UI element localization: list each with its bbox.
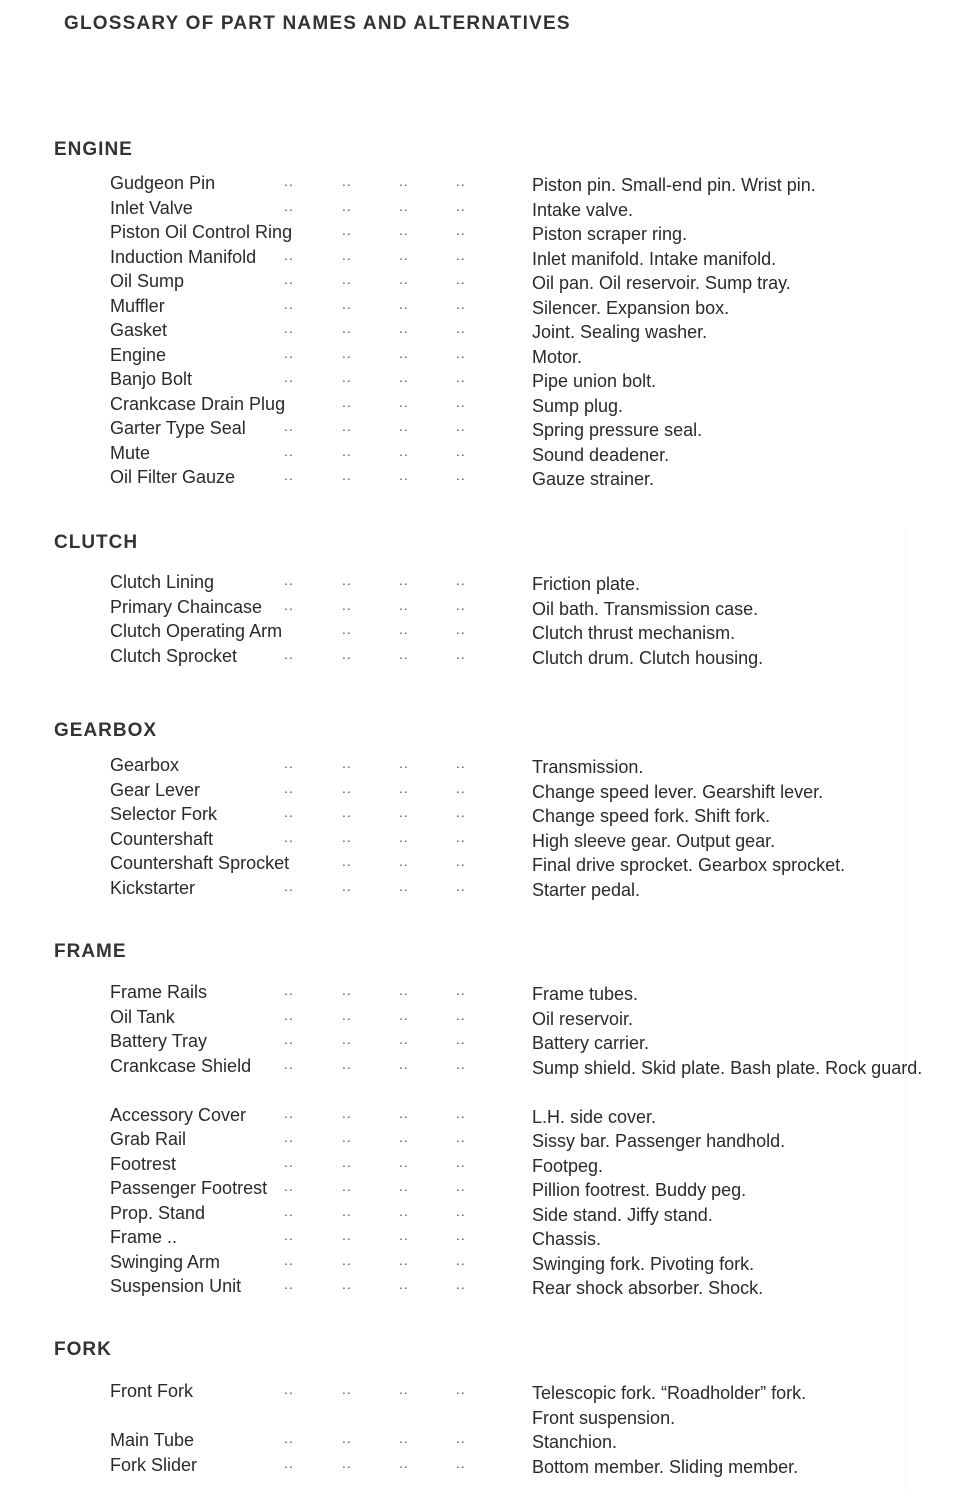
part-name: Gasket bbox=[110, 320, 168, 340]
dot-leader: .. bbox=[342, 222, 352, 238]
dot-leader: .. bbox=[342, 1055, 352, 1072]
dot-leader: .. bbox=[342, 173, 352, 189]
dot-leader: .. bbox=[456, 982, 466, 998]
dot-leader: .. bbox=[456, 877, 466, 894]
part-name: Engine bbox=[110, 344, 167, 365]
dot-leader: .. bbox=[284, 295, 294, 312]
alternative-names: Friction plate. bbox=[532, 574, 641, 594]
dot-leader: .. bbox=[399, 1454, 409, 1471]
section-heading-frame: FRAME bbox=[54, 941, 127, 962]
dot-leader: .. bbox=[456, 344, 466, 361]
part-name: Suspension Unit bbox=[110, 1276, 242, 1296]
dot-leader: .. bbox=[284, 1104, 294, 1121]
part-name: Battery Tray bbox=[110, 1031, 208, 1051]
part-name: Oil Filter Gauze bbox=[110, 467, 236, 487]
dot-leader: .. bbox=[399, 1178, 409, 1194]
dot-leader: .. bbox=[342, 1251, 352, 1268]
dot-leader: .. bbox=[342, 1178, 352, 1194]
dot-leader: .. bbox=[399, 779, 409, 796]
dot-leader: .. bbox=[284, 197, 294, 214]
part-name: Inlet Valve bbox=[110, 197, 193, 218]
glossary-entry bbox=[0, 1178, 966, 1202]
glossary-entry bbox=[0, 829, 966, 853]
glossary-entry bbox=[0, 394, 966, 418]
dot-leader: .. bbox=[399, 222, 409, 238]
dot-leader: .. bbox=[342, 1381, 352, 1397]
glossary-entry bbox=[0, 1129, 966, 1153]
dot-leader: .. bbox=[284, 1006, 294, 1023]
dot-leader: .. bbox=[284, 1153, 294, 1170]
dot-leader: .. bbox=[399, 1202, 409, 1219]
dot-leader: .. bbox=[342, 1006, 352, 1023]
dot-leader: .. bbox=[284, 1202, 294, 1219]
dot-leader: .. bbox=[284, 1031, 294, 1047]
glossary-entry bbox=[0, 1455, 966, 1479]
glossary-entry bbox=[0, 597, 966, 621]
dot-leader: .. bbox=[399, 1129, 409, 1145]
part-name: Main Tube bbox=[110, 1430, 195, 1450]
dot-leader: .. bbox=[284, 1055, 294, 1072]
alternative-names: Piston scraper ring. bbox=[532, 224, 688, 244]
dot-leader: .. bbox=[284, 804, 294, 820]
dot-leader: .. bbox=[342, 393, 352, 410]
dot-leader: .. bbox=[399, 1381, 409, 1397]
dot-leader: .. bbox=[399, 1276, 409, 1292]
dot-leader: .. bbox=[284, 596, 294, 613]
dot-leader: .. bbox=[284, 1454, 294, 1471]
dot-leader: .. bbox=[399, 755, 409, 771]
dot-leader: .. bbox=[399, 1251, 409, 1268]
part-name: Footrest bbox=[110, 1153, 177, 1174]
dot-leader: .. bbox=[456, 755, 466, 771]
part-name: Primary Chaincase bbox=[110, 596, 263, 617]
dot-leader: .. bbox=[456, 418, 466, 434]
dot-leader: .. bbox=[284, 1178, 294, 1194]
dot-leader: .. bbox=[284, 1251, 294, 1268]
dot-leader: .. bbox=[399, 1104, 409, 1121]
dot-leader: .. bbox=[399, 344, 409, 361]
glossary-entry bbox=[0, 320, 966, 344]
dot-leader: .. bbox=[342, 755, 352, 771]
dot-leader: .. bbox=[284, 982, 294, 998]
dot-leader: .. bbox=[399, 393, 409, 410]
glossary-entry bbox=[0, 780, 966, 804]
alternative-names: Joint. Sealing washer. bbox=[532, 322, 708, 342]
dot-leader: .. bbox=[342, 295, 352, 312]
glossary-entry bbox=[0, 418, 966, 442]
alternative-names: Gauze strainer. bbox=[532, 469, 655, 489]
dot-leader: .. bbox=[342, 1276, 352, 1292]
dot-leader: .. bbox=[456, 1178, 466, 1194]
dot-leader: .. bbox=[284, 344, 294, 361]
dot-leader: .. bbox=[342, 1031, 352, 1047]
alternative-names: Sump plug. bbox=[532, 395, 624, 416]
dot-leader: .. bbox=[399, 1055, 409, 1072]
glossary-entry bbox=[0, 755, 966, 779]
section-heading-clutch: CLUTCH bbox=[54, 532, 139, 553]
part-name: Fork Slider bbox=[110, 1454, 198, 1475]
glossary-entry bbox=[0, 1430, 966, 1454]
dot-leader: .. bbox=[456, 246, 466, 263]
dot-leader: .. bbox=[399, 467, 409, 483]
part-name: Piston Oil Control Ring bbox=[110, 222, 293, 242]
part-name: Gearbox bbox=[110, 755, 180, 775]
part-name: Passenger Footrest bbox=[110, 1178, 268, 1198]
dot-leader: .. bbox=[456, 596, 466, 613]
alternative-names: Battery carrier. bbox=[532, 1033, 650, 1053]
section-heading-gearbox: GEARBOX bbox=[54, 720, 158, 741]
section-heading-engine: ENGINE bbox=[54, 139, 133, 160]
glossary-entry bbox=[0, 621, 966, 645]
dot-leader: .. bbox=[456, 1153, 466, 1170]
part-name: Clutch Sprocket bbox=[110, 645, 238, 666]
glossary-entry bbox=[0, 1276, 966, 1300]
dot-leader: .. bbox=[342, 442, 352, 459]
glossary-entry bbox=[0, 1252, 966, 1276]
glossary-entry bbox=[0, 345, 966, 369]
dot-leader: .. bbox=[456, 1055, 466, 1072]
dot-leader: .. bbox=[456, 853, 466, 869]
alternative-names: Silencer. Expansion box. bbox=[532, 297, 730, 318]
part-name: Grab Rail bbox=[110, 1129, 187, 1149]
dot-leader: .. bbox=[456, 1227, 466, 1243]
dot-leader: .. bbox=[456, 1202, 466, 1219]
dot-leader: .. bbox=[284, 779, 294, 796]
alternative-names: Chassis. bbox=[532, 1229, 602, 1249]
dot-leader: .. bbox=[284, 271, 294, 287]
dot-leader: .. bbox=[456, 645, 466, 662]
dot-leader: .. bbox=[284, 1227, 294, 1243]
dot-leader: .. bbox=[284, 877, 294, 894]
dot-leader: .. bbox=[456, 173, 466, 189]
dot-leader: .. bbox=[456, 1251, 466, 1268]
dot-leader: .. bbox=[342, 877, 352, 894]
dot-leader: .. bbox=[399, 1006, 409, 1023]
alternative-names: Oil reservoir. bbox=[532, 1008, 634, 1029]
dot-leader: .. bbox=[399, 853, 409, 869]
alternative-names: Sissy bar. Passenger handhold. bbox=[532, 1131, 786, 1151]
dot-leader: .. bbox=[342, 1104, 352, 1121]
part-name: Gear Lever bbox=[110, 779, 201, 800]
part-name: Muffler bbox=[110, 295, 165, 316]
alternative-names: Bottom member. Sliding member. bbox=[532, 1456, 799, 1477]
dot-leader: .. bbox=[284, 369, 294, 385]
dot-leader: .. bbox=[399, 320, 409, 336]
part-name: Swinging Arm bbox=[110, 1251, 221, 1272]
dot-leader: .. bbox=[284, 173, 294, 189]
dot-leader: .. bbox=[284, 755, 294, 771]
dot-leader: .. bbox=[399, 982, 409, 998]
alternative-names: Pillion footrest. Buddy peg. bbox=[532, 1180, 747, 1200]
alternative-names: L.H. side cover. bbox=[532, 1106, 657, 1127]
part-name: Garter Type Seal bbox=[110, 418, 246, 438]
part-name: Frame .. bbox=[110, 1227, 178, 1247]
alternative-names: Sound deadener. bbox=[532, 444, 670, 465]
dot-leader: .. bbox=[342, 271, 352, 287]
part-name: Kickstarter bbox=[110, 877, 196, 898]
dot-leader: .. bbox=[342, 418, 352, 434]
glossary-entry bbox=[0, 198, 966, 222]
dot-leader: .. bbox=[399, 418, 409, 434]
part-name: Frame Rails bbox=[110, 982, 208, 1002]
dot-leader: .. bbox=[456, 369, 466, 385]
dot-leader: .. bbox=[399, 1430, 409, 1446]
glossary-entry bbox=[0, 1031, 966, 1055]
alternative-names: Footpeg. bbox=[532, 1155, 604, 1176]
dot-leader: .. bbox=[284, 418, 294, 434]
alternative-names: Pipe union bolt. bbox=[532, 371, 657, 391]
dot-leader: .. bbox=[399, 369, 409, 385]
dot-leader: .. bbox=[456, 1381, 466, 1397]
alternative-names: High sleeve gear. Output gear. bbox=[532, 830, 776, 851]
glossary-entry bbox=[0, 443, 966, 467]
glossary-entry bbox=[0, 1007, 966, 1031]
dot-leader: .. bbox=[284, 1129, 294, 1145]
alternative-names: Inlet manifold. Intake manifold. bbox=[532, 248, 777, 269]
dot-leader: .. bbox=[284, 1276, 294, 1292]
part-name: Banjo Bolt bbox=[110, 369, 193, 389]
part-name: Crankcase Shield bbox=[110, 1055, 252, 1076]
dot-leader: .. bbox=[399, 572, 409, 588]
dot-leader: .. bbox=[284, 442, 294, 459]
glossary-entry bbox=[0, 1154, 966, 1178]
dot-leader: .. bbox=[399, 828, 409, 845]
dot-leader: .. bbox=[342, 320, 352, 336]
part-name: Mute bbox=[110, 442, 151, 463]
glossary-entry bbox=[0, 878, 966, 902]
alternative-names: Change speed fork. Shift fork. bbox=[532, 806, 771, 826]
dot-leader: .. bbox=[456, 1129, 466, 1145]
part-name: Prop. Stand bbox=[110, 1202, 206, 1223]
dot-leader: .. bbox=[342, 1227, 352, 1243]
part-name: Countershaft bbox=[110, 828, 214, 849]
dot-leader: .. bbox=[399, 804, 409, 820]
dot-leader: .. bbox=[399, 1153, 409, 1170]
glossary-entry bbox=[0, 369, 966, 393]
dot-leader: .. bbox=[456, 1031, 466, 1047]
dot-leader: .. bbox=[399, 246, 409, 263]
dot-leader: .. bbox=[456, 320, 466, 336]
dot-leader: .. bbox=[284, 645, 294, 662]
dot-leader: .. bbox=[284, 572, 294, 588]
dot-leader: .. bbox=[456, 621, 466, 637]
dot-leader: .. bbox=[456, 1006, 466, 1023]
dot-leader: .. bbox=[456, 1454, 466, 1471]
glossary-entry bbox=[0, 222, 966, 246]
alternative-names: Rear shock absorber. Shock. bbox=[532, 1278, 764, 1298]
glossary-entry bbox=[0, 1105, 966, 1129]
glossary-entry bbox=[0, 271, 966, 295]
dot-leader: .. bbox=[342, 467, 352, 483]
dot-leader: .. bbox=[342, 853, 352, 869]
dot-leader: .. bbox=[399, 197, 409, 214]
part-name: Front Fork bbox=[110, 1381, 194, 1401]
glossary-entry bbox=[0, 804, 966, 828]
alternative-names: Clutch drum. Clutch housing. bbox=[532, 647, 764, 668]
dot-leader: .. bbox=[399, 271, 409, 287]
dot-leader: .. bbox=[399, 295, 409, 312]
glossary-entry bbox=[0, 853, 966, 877]
dot-leader: .. bbox=[342, 621, 352, 637]
glossary-entry bbox=[0, 1227, 966, 1251]
dot-leader: .. bbox=[456, 828, 466, 845]
dot-leader: .. bbox=[342, 828, 352, 845]
alternative-names: Starter pedal. bbox=[532, 879, 641, 900]
dot-leader: .. bbox=[342, 982, 352, 998]
dot-leader: .. bbox=[456, 779, 466, 796]
part-name: Oil Sump bbox=[110, 271, 185, 291]
alternative-names: Swinging fork. Pivoting fork. bbox=[532, 1253, 755, 1274]
glossary-entry bbox=[0, 1056, 966, 1080]
part-name: Gudgeon Pin bbox=[110, 173, 216, 193]
dot-leader: .. bbox=[456, 271, 466, 287]
alternative-names: Motor. bbox=[532, 346, 583, 367]
dot-leader: .. bbox=[456, 467, 466, 483]
dot-leader: .. bbox=[342, 1430, 352, 1446]
glossary-entry bbox=[0, 1203, 966, 1227]
alternative-names: Side stand. Jiffy stand. bbox=[532, 1204, 713, 1225]
glossary-entry bbox=[0, 572, 966, 596]
dot-leader: .. bbox=[399, 1227, 409, 1243]
part-name: Accessory Cover bbox=[110, 1104, 247, 1125]
glossary-entry bbox=[0, 982, 966, 1006]
dot-leader: .. bbox=[399, 596, 409, 613]
dot-leader: .. bbox=[456, 295, 466, 312]
dot-leader: .. bbox=[456, 442, 466, 459]
part-name: Clutch Lining bbox=[110, 572, 215, 592]
alternative-names: Piston pin. Small-end pin. Wrist pin. bbox=[532, 175, 816, 195]
glossary-entry bbox=[0, 467, 966, 491]
alternative-names: Stanchion. bbox=[532, 1432, 618, 1452]
part-name: Induction Manifold bbox=[110, 246, 257, 267]
alternative-names: Final drive sprocket. Gearbox sprocket. bbox=[532, 855, 846, 875]
dot-leader: .. bbox=[456, 1276, 466, 1292]
alternative-names: Transmission. bbox=[532, 757, 644, 777]
part-name: Clutch Operating Arm bbox=[110, 621, 283, 641]
dot-leader: .. bbox=[342, 1153, 352, 1170]
dot-leader: .. bbox=[342, 645, 352, 662]
dot-leader: .. bbox=[399, 442, 409, 459]
dot-leader: .. bbox=[284, 320, 294, 336]
glossary-entry bbox=[0, 296, 966, 320]
dot-leader: .. bbox=[456, 1430, 466, 1446]
dot-leader: .. bbox=[456, 572, 466, 588]
alternative-names: Frame tubes. bbox=[532, 984, 639, 1004]
dot-leader: .. bbox=[342, 1454, 352, 1471]
dot-leader: .. bbox=[342, 596, 352, 613]
glossary-entry bbox=[0, 247, 966, 271]
dot-leader: .. bbox=[342, 246, 352, 263]
alternative-names: Spring pressure seal. bbox=[532, 420, 703, 440]
dot-leader: .. bbox=[342, 344, 352, 361]
dot-leader: .. bbox=[399, 173, 409, 189]
dot-leader: .. bbox=[342, 804, 352, 820]
dot-leader: .. bbox=[284, 246, 294, 263]
section-heading-fork: FORK bbox=[54, 1339, 112, 1360]
alternative-names: Change speed lever. Gearshift lever. bbox=[532, 781, 824, 802]
dot-leader: .. bbox=[342, 1202, 352, 1219]
part-name: Oil Tank bbox=[110, 1006, 175, 1027]
alternative-names: Intake valve. bbox=[532, 199, 634, 220]
alternative-names: Oil pan. Oil reservoir. Sump tray. bbox=[532, 273, 791, 293]
dot-leader: .. bbox=[342, 197, 352, 214]
dot-leader: .. bbox=[399, 621, 409, 637]
dot-leader: .. bbox=[399, 645, 409, 662]
dot-leader: .. bbox=[399, 877, 409, 894]
dot-leader: .. bbox=[456, 1104, 466, 1121]
dot-leader: .. bbox=[284, 467, 294, 483]
glossary-entry bbox=[0, 646, 966, 670]
dot-leader: .. bbox=[456, 222, 466, 238]
page-title: GLOSSARY OF PART NAMES AND ALTERNATIVES bbox=[64, 13, 571, 34]
dot-leader: .. bbox=[284, 828, 294, 845]
dot-leader: .. bbox=[342, 779, 352, 796]
dot-leader: .. bbox=[456, 393, 466, 410]
alternative-names: Oil bath. Transmission case. bbox=[532, 598, 759, 619]
alternative-names: Telescopic fork. “Roadholder” fork. Front suspension. bbox=[532, 1383, 807, 1428]
alternative-names: Sump shield. Skid plate. Bash plate. Rock guard. bbox=[532, 1057, 923, 1078]
dot-leader: .. bbox=[399, 1031, 409, 1047]
part-name: Crankcase Drain Plug bbox=[110, 393, 286, 414]
dot-leader: .. bbox=[284, 1430, 294, 1446]
dot-leader: .. bbox=[342, 1129, 352, 1145]
dot-leader: .. bbox=[284, 1381, 294, 1397]
dot-leader: .. bbox=[456, 804, 466, 820]
glossary-entry bbox=[0, 173, 966, 197]
dot-leader: .. bbox=[342, 369, 352, 385]
part-name: Countershaft Sprocket bbox=[110, 853, 290, 873]
glossary-entry bbox=[0, 1381, 966, 1428]
dot-leader: .. bbox=[342, 572, 352, 588]
dot-leader: .. bbox=[456, 197, 466, 214]
part-name: Selector Fork bbox=[110, 804, 218, 824]
alternative-names: Clutch thrust mechanism. bbox=[532, 623, 736, 643]
